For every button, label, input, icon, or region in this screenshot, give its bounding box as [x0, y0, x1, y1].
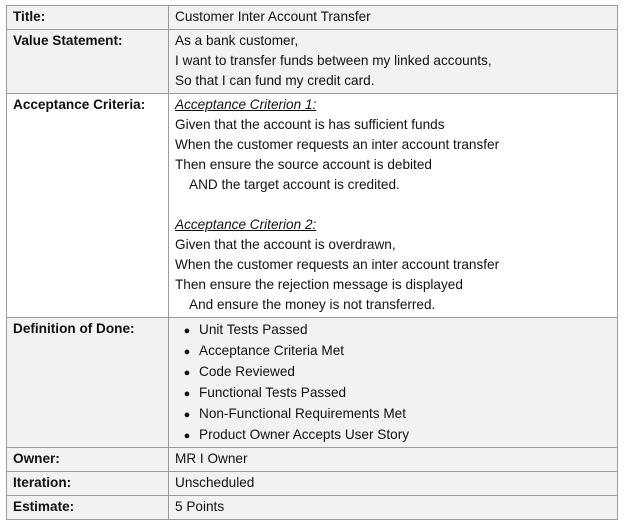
acceptance-criteria-value — [169, 94, 618, 318]
bullet-icon: ● — [183, 367, 191, 379]
bullet-icon: ● — [183, 346, 191, 358]
value-statement-label: Value Statement: — [7, 30, 169, 94]
value-statement-line: I want to transfer funds between my linked accounts, — [175, 53, 492, 68]
criterion-when: When the customer requests an inter account transfer — [175, 257, 500, 272]
criterion-and: And ensure the money is not transferred. — [189, 297, 436, 312]
bullet-icon: ● — [183, 430, 191, 442]
list-item-text: Acceptance Criteria Met — [199, 343, 345, 358]
criterion-heading: Acceptance Criterion 2: — [175, 217, 317, 232]
owner-label: Owner: — [7, 448, 169, 472]
row-value-statement — [7, 30, 618, 94]
criterion-and: AND the target account is credited. — [189, 177, 400, 192]
list-item-text: Code Reviewed — [199, 364, 295, 379]
criterion-then: Then ensure the source account is debited — [175, 157, 432, 172]
title-value: Customer Inter Account Transfer — [169, 6, 618, 30]
criterion-given: Given that the account is overdrawn, — [175, 237, 396, 252]
list-item — [175, 403, 611, 424]
definition-of-done-value — [169, 318, 618, 448]
criterion-given: Given that the account is has sufficient funds — [175, 117, 445, 132]
iteration-value: Unscheduled — [169, 472, 618, 496]
list-item-text: Product Owner Accepts User Story — [199, 427, 410, 442]
list-item-text: Functional Tests Passed — [199, 385, 347, 400]
row-estimate — [7, 496, 618, 520]
criterion-when: When the customer requests an inter account transfer — [175, 137, 500, 152]
value-statement-value — [169, 30, 618, 94]
list-item — [175, 319, 611, 340]
list-item — [175, 361, 611, 382]
estimate-label: Estimate: — [7, 496, 169, 520]
criteria-spacer — [175, 195, 611, 215]
row-title — [7, 6, 618, 30]
acceptance-criteria-label: Acceptance Criteria: — [7, 94, 169, 318]
list-item — [175, 340, 611, 361]
owner-value: MR I Owner — [169, 448, 618, 472]
user-story-table — [6, 5, 618, 520]
list-item-text: Unit Tests Passed — [199, 322, 308, 337]
row-definition-of-done — [7, 318, 618, 448]
iteration-label: Iteration: — [7, 472, 169, 496]
list-item-text: Non-Functional Requirements Met — [199, 406, 407, 421]
value-statement-line: So that I can fund my credit card. — [175, 73, 375, 88]
list-item — [175, 382, 611, 403]
bullet-icon: ● — [183, 388, 191, 400]
row-iteration — [7, 472, 618, 496]
list-item — [175, 424, 611, 445]
row-owner — [7, 448, 618, 472]
definition-of-done-list — [175, 319, 611, 445]
estimate-value: 5 Points — [169, 496, 618, 520]
bullet-icon: ● — [183, 325, 191, 337]
bullet-icon: ● — [183, 409, 191, 421]
title-label: Title: — [7, 6, 169, 30]
criterion-then: Then ensure the rejection message is displayed — [175, 277, 463, 292]
criterion-heading: Acceptance Criterion 1: — [175, 97, 317, 112]
acceptance-criterion-2 — [175, 215, 611, 315]
row-acceptance-criteria — [7, 94, 618, 318]
definition-of-done-label: Definition of Done: — [7, 318, 169, 448]
value-statement-line: As a bank customer, — [175, 33, 299, 48]
acceptance-criterion-1 — [175, 95, 611, 195]
